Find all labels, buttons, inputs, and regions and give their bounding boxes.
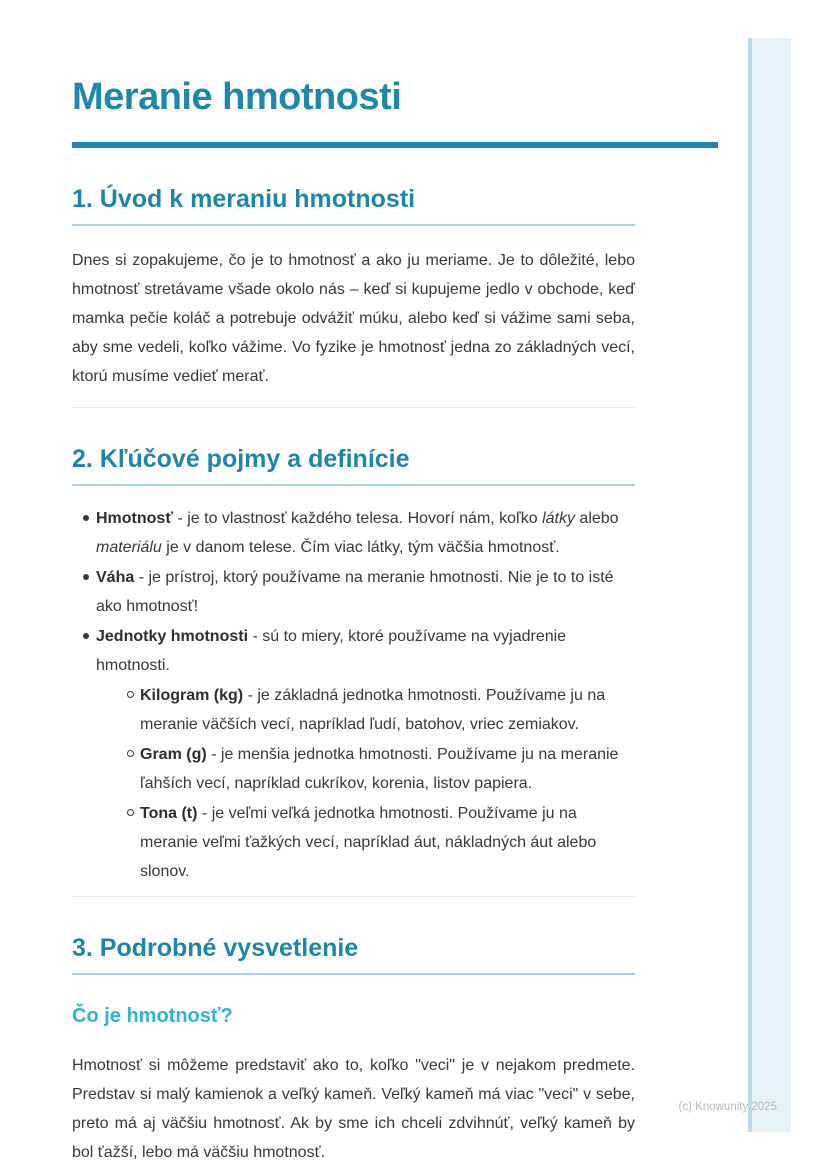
intro-paragraph: Dnes si zopakujeme, čo je to hmotnosť a ako ju meriame. Je to dôležité, lebo hmotnosť stretávame všade okolo nás – keď si kupujeme jedlo v obchode, keď mamka pečie koláč a potrebuje odvážiť múku, alebo keď si vážime sami seba, aby sme vedeli, koľko vážime. Vo fyzike je hmotnosť jedna zo základných vecí, ktorú musíme vedieť merať. bbox=[72, 251, 635, 385]
term-tona: Tona (t) bbox=[140, 804, 198, 822]
list-item-text bbox=[96, 504, 635, 562]
section-divider bbox=[72, 407, 635, 408]
list-item-text bbox=[96, 563, 635, 621]
list-item-jednotky bbox=[72, 622, 635, 680]
copyright-watermark: (c) Knowunity 2025 bbox=[678, 1101, 777, 1113]
sublist-item-kilogram bbox=[113, 681, 635, 739]
sublist-item-gram bbox=[113, 740, 635, 798]
list-item-text bbox=[96, 622, 635, 680]
section-vysvetlenie bbox=[72, 933, 635, 1167]
term-jednotky: Jednotky hmotnosti bbox=[96, 627, 249, 645]
section-divider bbox=[72, 896, 635, 897]
term-gram: Gram (g) bbox=[140, 745, 207, 763]
bullet-icon bbox=[72, 622, 96, 680]
definition-text: - je veľmi veľká jednotka hmotnosti. Používame ju na meranie veľmi ťažkých vecí, napríklad áut, nákladných áut alebo slonov. bbox=[140, 804, 597, 880]
definition-text: - sú to miery, ktoré používame na vyjadrenie hmotnosti. bbox=[96, 627, 567, 674]
definition-text: - je základná jednotka hmotnosti. Používame ju na meranie väčších vecí, napríklad ľudí, batohov, vriec zemiakov. bbox=[140, 686, 606, 733]
page-title: Meranie hmotnosti bbox=[72, 76, 402, 118]
sub-bullet-icon bbox=[113, 681, 140, 739]
term-kilogram: Kilogram (kg) bbox=[140, 686, 244, 704]
sublist-item-tona bbox=[113, 799, 635, 886]
definition-text: - je menšia jednotka hmotnosti. Používame ju na meranie ľahších vecí, napríklad cukríkov, korenia, listov papiera. bbox=[140, 745, 619, 792]
definitions-list bbox=[72, 504, 635, 886]
title-rule bbox=[72, 142, 718, 148]
bullet-icon bbox=[72, 504, 96, 562]
definition-text: - je prístroj, ktorý používame na meranie hmotnosti. Nie je to to isté ako hmotnosť! bbox=[96, 568, 614, 615]
definition-text: - je to vlastnosť každého telesa. Hovorí nám, koľko bbox=[173, 509, 543, 527]
term-hmotnost: Hmotnosť bbox=[96, 509, 173, 527]
subsection-heading-co-je-hmotnost: Čo je hmotnosť? bbox=[72, 1004, 233, 1027]
term-vaha: Váha bbox=[96, 568, 135, 586]
list-item-text bbox=[140, 799, 635, 886]
section-heading-pojmy: 2. Kľúčové pojmy a definície bbox=[72, 444, 635, 486]
definition-text: je v danom telese. Čím viac látky, tým väčšia hmotnosť. bbox=[161, 538, 560, 556]
right-accent-bar bbox=[748, 38, 791, 1132]
sub-bullet-icon bbox=[113, 799, 140, 886]
document-content bbox=[72, 76, 635, 1167]
list-item-vaha bbox=[72, 563, 635, 621]
explanation-paragraph: Hmotnosť si môžeme predstaviť ako to, koľko "veci" je v nejakom predmete. Predstav si malý kamienok a veľký kameň. Veľký kameň má viac "veci" v sebe, preto má aj väčšiu hmotnosť. Ak by sme ich chceli zdvihnúť, veľký kameň by bol ťažší, lebo má väčšiu hmotnosť. bbox=[72, 1056, 635, 1161]
list-item-hmotnost bbox=[72, 504, 635, 562]
units-sublist bbox=[113, 681, 635, 886]
list-item-text bbox=[140, 740, 635, 798]
section-heading-uvod: 1. Úvod k meraniu hmotnosti bbox=[72, 184, 635, 226]
italic-word: materiálu bbox=[96, 538, 162, 556]
section-pojmy bbox=[72, 444, 635, 897]
section-uvod bbox=[72, 184, 635, 408]
italic-word: látky bbox=[542, 509, 575, 527]
bullet-icon bbox=[72, 563, 96, 621]
definition-text: alebo bbox=[574, 509, 619, 527]
list-item-text bbox=[140, 681, 635, 739]
section-heading-vysvetlenie: 3. Podrobné vysvetlenie bbox=[72, 933, 635, 975]
sub-bullet-icon bbox=[113, 740, 140, 798]
